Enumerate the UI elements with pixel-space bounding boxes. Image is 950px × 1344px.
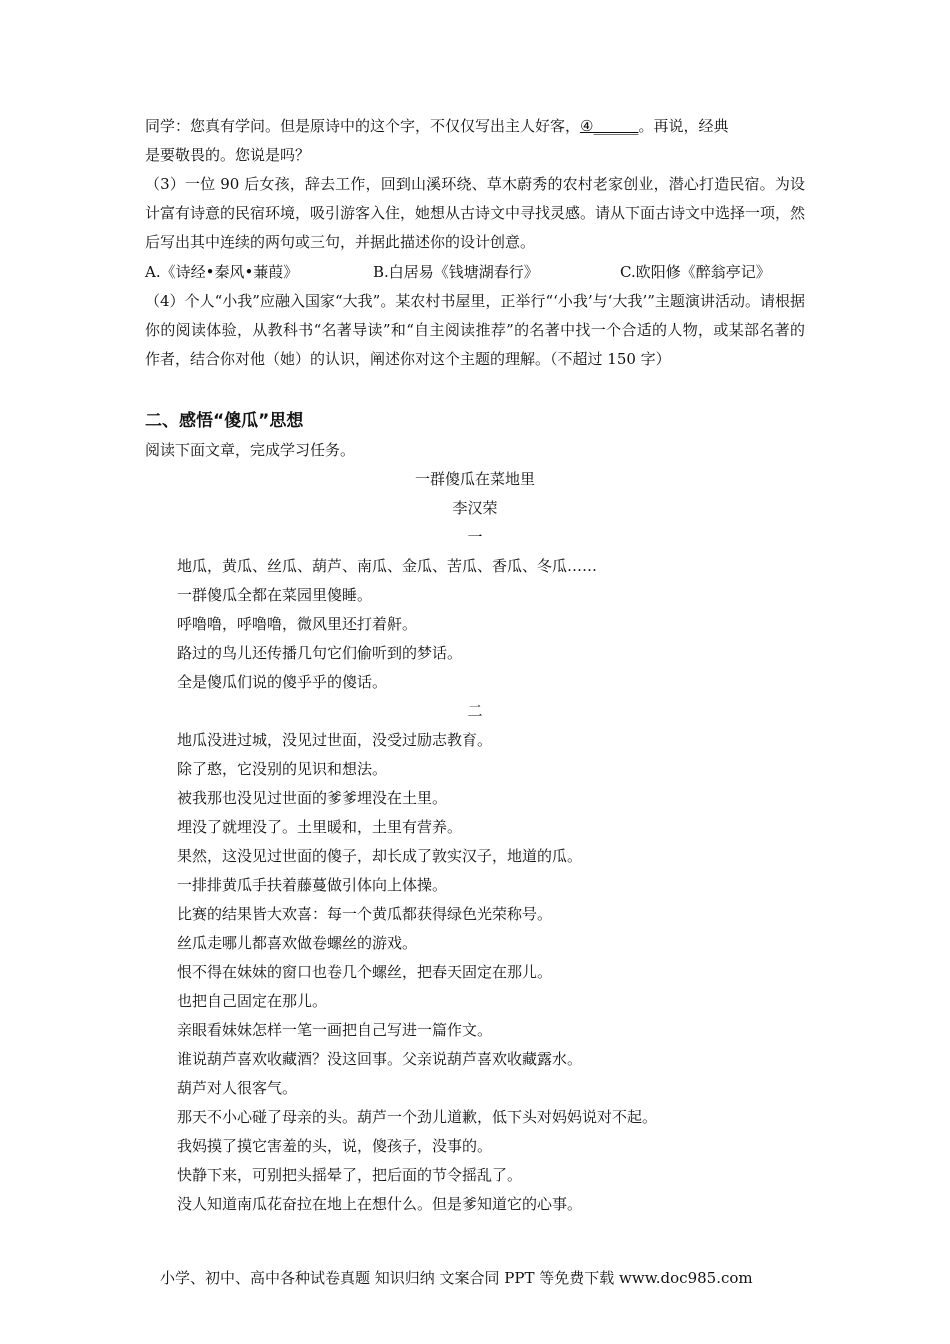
poem-line: 亲眼看妹妹怎样一笔一画把自己写进一篇作文。 (177, 1021, 493, 1039)
poem-line: 那天不小心碰了母亲的头。葫芦一个劲儿道歉，低下头对妈妈说对不起。 (177, 1108, 658, 1126)
poem-line: 全是傻瓜们说的傻乎乎的傻话。 (177, 673, 388, 691)
poem-line: 没人知道南瓜花奋拉在地上在想什么。但是爹知道它的心事。 (177, 1195, 583, 1213)
option-a: A.《诗经•秦风•蒹葭》 (145, 263, 299, 281)
poem-author: 李汉荣 (452, 499, 498, 517)
dialogue-line-1 (145, 112, 805, 141)
task-3-prompt: （3）一位 90 后女孩，辞去工作，回到山溪环绕、草木蔚秀的农村老家创业，潜心打造民宿。为设计富有诗意的民宿环境，吸引游客入住，她想从古诗文中寻找灵感。请从下面古诗文中选择一项，然后写出其中连续的两句或三句，并据此描述你的设计创意。 (145, 175, 806, 251)
poem-line: 路过的鸟儿还传播几句它们偷听到的梦话。 (177, 644, 463, 662)
answer-blank-4: ④______ (580, 117, 639, 135)
poem-line: 埋没了就埋没了。土里暖和，土里有营养。 (177, 818, 463, 836)
option-b: B.白居易《钱塘湖春行》 (373, 263, 539, 281)
poem-line: 呼噜噜，呼噜噜，微风里还打着鼾。 (177, 615, 418, 633)
poem-line: 丝瓜走哪儿都喜欢做卷螺丝的游戏。 (177, 934, 418, 952)
poem-line: 地瓜没进过城，没见过世面，没受过励志教育。 (177, 731, 493, 749)
poem-part-1-label: 一 (467, 528, 483, 546)
poem-line: 除了憨，它没别的见识和想法。 (177, 760, 388, 778)
dialogue-line-2: 是要敬畏的。您说是吗？ (145, 146, 311, 164)
poem-line: 地瓜，黄瓜、丝瓜、葫芦、南瓜、金瓜、苦瓜、香瓜、冬瓜…… (177, 557, 598, 575)
poem-line: 果然，这没见过世面的傻子，却长成了敦实汉子，地道的瓜。 (177, 847, 583, 865)
poem-line: 我妈摸了摸它害羞的头，说，傻孩子，没事的。 (177, 1137, 493, 1155)
poem-part-2-label: 二 (467, 702, 483, 720)
poem-line: 葫芦对人很客气。 (177, 1079, 298, 1097)
poem-line: 被我那也没见过世面的爹爹埋没在土里。 (177, 789, 448, 807)
poem-line: 比赛的结果皆大欢喜：每一个黄瓜都获得绿色光荣称号。 (177, 905, 553, 923)
poem-line: 一排排黄瓜手扶着藤蔓做引体向上体操。 (177, 876, 448, 894)
reading-instruction: 阅读下面文章，完成学习任务。 (145, 441, 356, 459)
dialogue-text: 同学：您真有学问。但是原诗中的这个字，不仅仅写出主人好客， (145, 117, 581, 135)
poem-line: 也把自己固定在那儿。 (177, 992, 328, 1010)
dialogue-text-continued: 。再说，经典 (638, 117, 729, 135)
poem-line: 谁说葫芦喜欢收藏酒？没这回事。父亲说葫芦喜欢收藏露水。 (177, 1050, 583, 1068)
option-c: C.欧阳修《醉翁亭记》 (620, 263, 771, 281)
poem-line: 一群傻瓜全都在菜园里傻睡。 (177, 586, 373, 604)
poem-line: 恨不得在妹妹的窗口也卷几个螺丝，把春天固定在那儿。 (177, 963, 553, 981)
task-3-options (145, 258, 805, 287)
poem-title: 一群傻瓜在菜地里 (414, 470, 535, 488)
page-footer: 小学、初中、高中各种试卷真题 知识归纳 文案合同 PPT 等免费下载 www.doc985.com (160, 1269, 753, 1287)
section-2-heading: 二、感悟“傻瓜”思想 (145, 411, 304, 431)
task-4-prompt: （4）个人“小我”应融入国家“大我”。某农村书屋里，正举行“‘小我’与‘大我’”主题演讲活动。请根据你的阅读体验，从教科书“名著导读”和“自主阅读推荐”的名著中找一个合适的人物，或某部名著的作者，结合你对他（她）的认识，阐述你对这个主题的理解。（不超过 150 字） (145, 292, 805, 368)
poem-line: 快静下来，可别把头摇晕了，把后面的节令摇乱了。 (177, 1166, 523, 1184)
